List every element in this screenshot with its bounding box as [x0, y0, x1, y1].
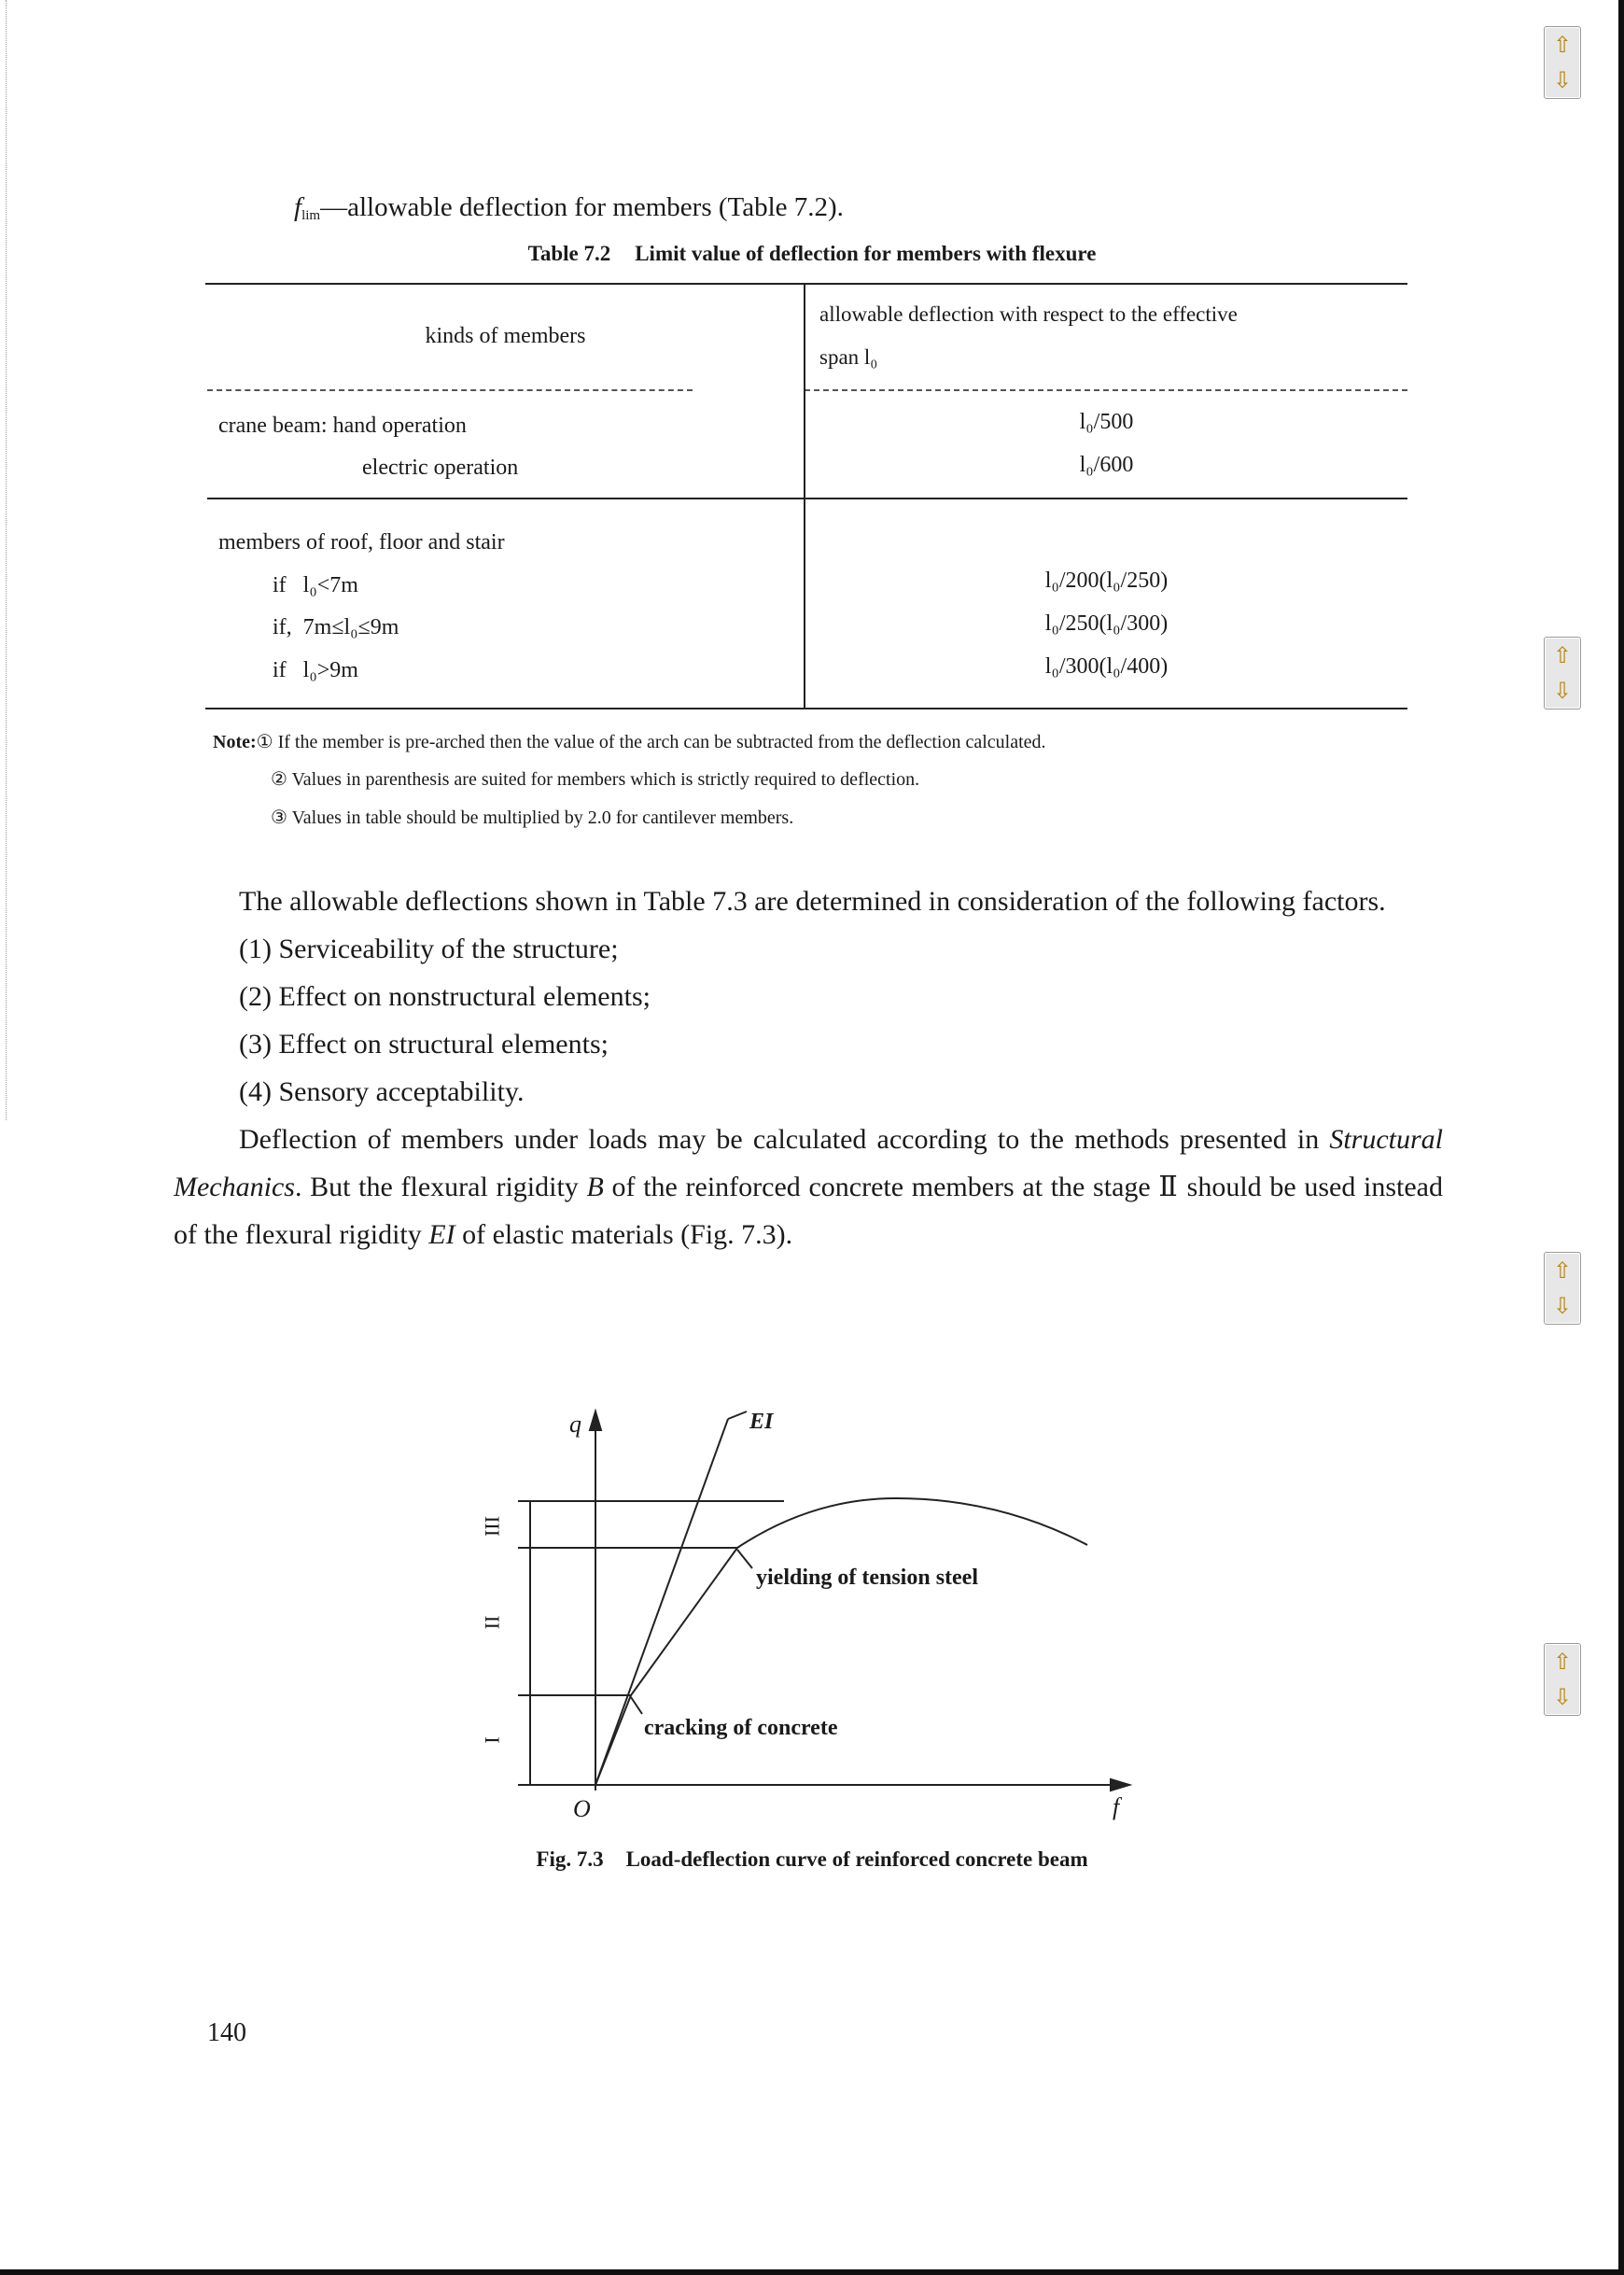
table-caption-number: Table 7.2	[527, 242, 611, 265]
q-axis-label: q	[569, 1411, 581, 1438]
stage-2-label: II	[481, 1615, 504, 1630]
intro-symbol-sub: lim	[301, 208, 321, 223]
table-cell-roof-heading: members of roof, floor and stair	[218, 530, 505, 555]
f-axis-label: f	[1113, 1793, 1120, 1820]
stage-3-label: III	[481, 1516, 504, 1537]
stage-1-label: I	[481, 1736, 504, 1744]
note-2: ② Values in parenthesis are suited for members which is strictly required to deflection.	[271, 769, 920, 790]
table-header-right-line2: span l₀	[819, 345, 878, 369]
paragraph-deflection-part-b: . But the flexural rigidity	[294, 1172, 587, 1202]
scroll-down-icon[interactable]: ⇩	[1552, 1293, 1573, 1319]
scroll-up-icon[interactable]: ⇧	[1552, 642, 1573, 668]
table-cell-crane-hand: crane beam: hand operation	[218, 414, 467, 438]
table-cell-limit-600: l₀/600	[1079, 453, 1134, 477]
origin-label: O	[573, 1795, 591, 1822]
table-caption-text: Limit value of deflection for members with flexure	[635, 242, 1097, 265]
factor-3: (3) Effect on structural elements;	[239, 1029, 609, 1060]
load-deflection-curve	[595, 1498, 1087, 1785]
table-header-left: kinds of members	[425, 324, 586, 348]
scroll-button-group-3[interactable]	[1544, 1252, 1581, 1325]
scroll-button-group-4[interactable]	[1544, 1643, 1581, 1716]
scroll-button-group-2[interactable]	[1544, 637, 1581, 709]
table-cell-limit-250: l₀/250(l₀/300)	[1044, 611, 1169, 636]
structural-mechanics-title: Structural Mechanics	[174, 1124, 1443, 1202]
crack-leader	[631, 1697, 642, 1714]
note-3: ③ Values in table should be multiplied by 2.0 for cantilever members.	[271, 807, 794, 828]
factor-1: (1) Serviceability of the structure;	[239, 934, 619, 964]
scroll-up-icon[interactable]: ⇧	[1552, 1649, 1573, 1675]
intro-text: —allowable deflection for members (Table 7.2).	[320, 192, 844, 222]
figure-caption-number: Fig. 7.3	[536, 1847, 604, 1871]
factor-2: (2) Effect on nonstructural elements;	[239, 981, 651, 1012]
paragraph-factors: The allowable deflections shown in Table 7.3 are determined in consideration of the following factors.	[239, 886, 1386, 917]
paragraph-deflection-part-c: of the reinforced concrete members at the stage Ⅱ should be used instead of the flexural rigidity	[174, 1172, 1443, 1250]
scroll-down-icon[interactable]: ⇩	[1552, 1684, 1573, 1710]
page-number: 140	[207, 2018, 246, 2047]
yield-label: yielding of tension steel	[756, 1566, 978, 1590]
paragraph-deflection-part-a: Deflection of members under loads may be calculated according to the methods presented in	[239, 1124, 1330, 1155]
table-cell-span-7to9: if, 7m≤l₀≤9m	[273, 615, 399, 639]
table-cell-crane-electric: electric operation	[362, 456, 519, 480]
ei-label: EI	[749, 1410, 774, 1434]
q-axis-arrow	[590, 1411, 601, 1430]
table-cell-span-lt7: if l₀<7m	[273, 573, 358, 597]
table-cell-limit-200: l₀/200(l₀/250)	[1044, 569, 1169, 593]
table-cell-limit-500: l₀/500	[1079, 410, 1134, 434]
table-cell-limit-300: l₀/300(l₀/400)	[1044, 654, 1169, 679]
scroll-down-icon[interactable]: ⇩	[1552, 67, 1573, 93]
symbol-EI: EI	[428, 1219, 455, 1250]
intro-symbol: f	[294, 192, 302, 222]
factor-4: (4) Sensory acceptability.	[239, 1076, 525, 1107]
symbol-B: B	[586, 1172, 604, 1202]
table-cell-span-gt9: if l₀>9m	[273, 658, 358, 682]
figure-caption	[0, 1847, 1624, 1872]
scroll-up-icon[interactable]: ⇧	[1552, 1257, 1573, 1284]
crack-label: cracking of concrete	[644, 1716, 838, 1740]
scroll-down-icon[interactable]: ⇩	[1552, 678, 1573, 704]
note-label: Note:	[213, 732, 257, 752]
paragraph-deflection-part-d: of elastic materials (Fig. 7.3).	[455, 1219, 793, 1250]
yield-leader	[737, 1550, 752, 1568]
scroll-up-icon[interactable]: ⇧	[1552, 32, 1573, 58]
scroll-button-group-1[interactable]	[1544, 26, 1581, 99]
f-axis-arrow	[1111, 1779, 1129, 1791]
table-header-right-line1: allowable deflection with respect to the effective	[819, 302, 1238, 326]
figure-caption-text: Load-deflection curve of reinforced concrete beam	[625, 1847, 1088, 1871]
ei-leader	[728, 1411, 747, 1419]
note-1-text: ① If the member is pre-arched then the value of the arch can be subtracted from the deflection calculated.	[256, 732, 1046, 752]
